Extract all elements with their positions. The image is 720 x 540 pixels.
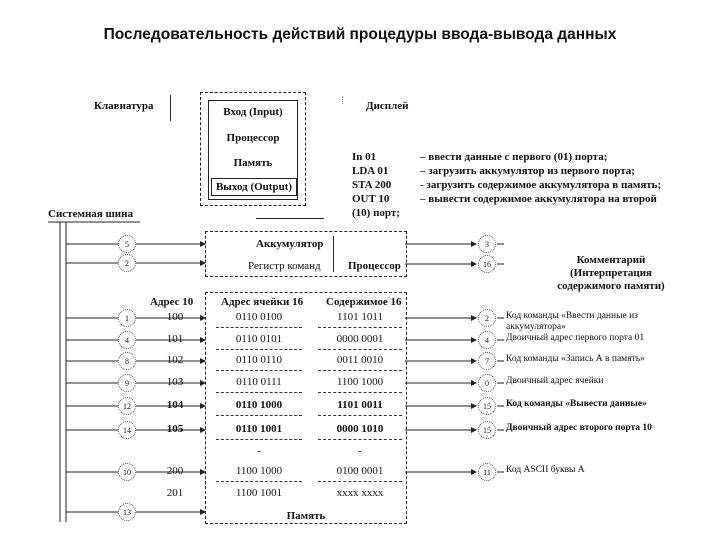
row-cell-address: 0110 0111	[236, 376, 282, 388]
row-comment: Код команды «Ввести данные из аккумулятора»	[506, 311, 638, 332]
display-marker	[342, 96, 343, 104]
page-title: Последовательность действий процедуры ввода-вывода данных	[103, 26, 617, 43]
program-lines	[352, 150, 400, 220]
row-content: 0011 0010	[336, 354, 384, 366]
row-comment: Двоичный адрес первого порта 01	[506, 333, 645, 343]
processor-block-label: Процессор	[348, 260, 401, 272]
program-line: In 01	[352, 151, 377, 163]
row-content: 0000 0001	[336, 333, 384, 345]
row-separator	[318, 481, 402, 482]
right-step-marker: 11	[478, 463, 496, 481]
program-comment: - загрузить содержимое аккумулятора в память;	[420, 179, 662, 191]
row-separator	[318, 392, 402, 393]
row-cell-address: 0110 1001	[235, 423, 283, 435]
program-comments	[420, 150, 661, 206]
left-step-marker: 2	[118, 254, 136, 272]
row-separator	[318, 370, 402, 371]
row-address: 102	[166, 354, 184, 366]
row-separator	[216, 392, 302, 393]
row-content: -	[358, 445, 362, 457]
right-step-marker: 3	[478, 235, 496, 253]
left-step-marker: 5	[118, 235, 136, 253]
row-address: 201	[166, 487, 184, 499]
row-separator	[216, 370, 302, 371]
comment-header-line: содержимого памяти)	[557, 280, 665, 292]
program-line: OUT 10	[352, 193, 390, 205]
memory-footer: Память	[286, 510, 326, 522]
left-step-marker: 10	[118, 463, 136, 481]
row-content: 1100 1000	[336, 376, 384, 388]
keyboard-divider	[170, 95, 171, 121]
processor-label: Процессор	[226, 132, 280, 144]
program-line: STA 200	[352, 179, 392, 191]
left-step-marker: 4	[118, 331, 136, 349]
row-content: 0100 0001	[336, 465, 384, 477]
display-label: Дисплей	[366, 100, 409, 112]
comment-header-line: Комментарий	[576, 254, 646, 266]
left-step-marker: 1	[118, 309, 136, 327]
comment-header-line: (Интерпретация	[570, 267, 652, 279]
program-line: (10) порт;	[352, 207, 400, 219]
row-address: 104	[166, 399, 184, 411]
row-content: 1101 1011	[337, 311, 383, 323]
row-separator	[318, 439, 402, 440]
row-separator	[216, 327, 302, 328]
memory-label: Память	[233, 157, 273, 169]
output-box: Выход (Output)	[211, 178, 297, 196]
row-address: 100	[166, 311, 184, 323]
row-separator	[216, 349, 302, 350]
content-header: Содержимое 16	[326, 296, 402, 308]
right-step-marker: 15	[478, 421, 496, 439]
comment-header	[536, 254, 686, 293]
right-step-marker: 4	[478, 331, 496, 349]
keyboard-label: Клавиатура	[94, 100, 154, 112]
bus-segment	[256, 218, 324, 219]
row-comment: Двоичный адрес второго порта 10	[506, 423, 652, 433]
row-comment: Код ASCII буквы A	[506, 465, 585, 475]
row-address: 103	[166, 376, 184, 388]
left-step-marker: 8	[118, 352, 136, 370]
command-register-label: Регистр команд	[248, 260, 321, 272]
left-step-marker: 12	[118, 397, 136, 415]
right-step-marker: 0	[478, 374, 496, 392]
row-content: xxxx xxxx	[336, 487, 384, 499]
program-comment: – вывести содержимое аккумулятора на второй	[420, 193, 657, 205]
row-comment: Код команды «Запись А в память»	[506, 354, 645, 364]
row-cell-address: 1100 1001	[235, 487, 283, 499]
row-cell-address: 1100 1000	[235, 465, 283, 477]
left-step-marker: 13	[118, 503, 136, 521]
cell-header: Адрес ячейки 16	[221, 296, 304, 308]
program-comment: – загрузить аккумулятор из первого порта;	[420, 165, 635, 177]
row-cell-address: -	[257, 445, 261, 457]
left-step-marker: 9	[118, 374, 136, 392]
input-label: Вход (Input)	[223, 106, 283, 118]
row-cell-address: 0110 1000	[235, 399, 283, 411]
accumulator-label: Аккумулятор	[256, 238, 324, 250]
system-bus-label: Системная шина	[48, 208, 133, 220]
row-separator	[318, 327, 402, 328]
program-line: LDA 01	[352, 165, 389, 177]
row-cell-address: 0110 0101	[235, 333, 283, 345]
row-address: 105	[166, 423, 184, 435]
row-separator	[216, 481, 302, 482]
row-comment: Код команды «Вывести данные»	[506, 399, 647, 409]
program-comment: – ввести данные с первого (01) порта;	[420, 151, 608, 163]
processor-divider	[333, 236, 334, 272]
row-content: 0000 1010	[336, 423, 384, 435]
right-step-marker: 7	[478, 352, 496, 370]
left-step-marker: 14	[118, 421, 136, 439]
row-cell-address: 0110 0110	[236, 354, 282, 366]
row-content: 1101 0011	[337, 399, 383, 411]
right-step-marker: 2	[478, 309, 496, 327]
row-cell-address: 0110 0100	[235, 311, 283, 323]
row-separator	[318, 349, 402, 350]
row-comment: Двоичный адрес ячейки	[506, 376, 604, 386]
row-address: 101	[166, 333, 184, 345]
right-step-marker: 16	[478, 255, 496, 273]
right-step-marker: 15	[478, 397, 496, 415]
row-separator	[318, 415, 402, 416]
row-separator	[216, 439, 302, 440]
addr-header: Адрес 10	[150, 296, 194, 308]
row-separator	[216, 415, 302, 416]
row-address: 200	[166, 465, 184, 477]
